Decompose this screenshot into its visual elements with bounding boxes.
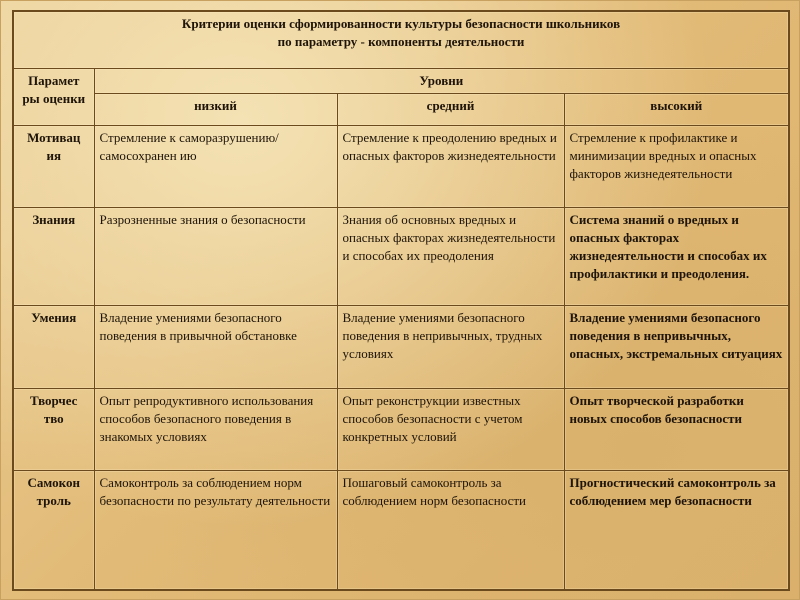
row-param: Творчес тво: [13, 388, 94, 470]
title-line-1: Критерии оценки сформированности культуры безопасности школьников: [181, 16, 621, 31]
cell-mid: Пошаговый самоконтроль за соблюдением норм безопасности: [337, 470, 564, 590]
cell-high: Опыт творческой разработки новых способов безопасности: [564, 388, 789, 470]
cell-high: Прогностический самоконтроль за соблюдением мер безопасности: [564, 470, 789, 590]
cell-high: Система знаний о вредных и опасных факторах жизнедеятельности и способах их профилактики и преодоления.: [564, 207, 789, 305]
cell-low: Разрозненные знания о безопасности: [94, 207, 337, 305]
row-param: Умения: [13, 305, 94, 388]
title-row: [13, 11, 789, 68]
cell-mid: Опыт реконструкции известных способов безопасности с учетом конкретных условий: [337, 388, 564, 470]
cell-low: Опыт репродуктивного использования способов безопасного поведения в знакомых условиях: [94, 388, 337, 470]
levels-header-row: [13, 68, 789, 93]
level-low-header: низкий: [94, 93, 337, 125]
row-param: Знания: [13, 207, 94, 305]
criteria-table: [12, 10, 790, 591]
table-row: [13, 125, 789, 207]
table-row: [13, 207, 789, 305]
table-row: [13, 470, 789, 590]
cell-low: Владение умениями безопасного поведения в привычной обстановке: [94, 305, 337, 388]
table-title: [13, 11, 789, 68]
title-line-2: по параметру - компоненты деятельности: [277, 34, 525, 49]
table-row: [13, 388, 789, 470]
level-high-header: высокий: [564, 93, 789, 125]
cell-mid: Владение умениями безопасного поведения в непривычных, трудных условиях: [337, 305, 564, 388]
level-mid-header: средний: [337, 93, 564, 125]
params-header: Парамет ры оценки: [13, 68, 94, 125]
row-param: Самокон троль: [13, 470, 94, 590]
row-param: Мотивац ия: [13, 125, 94, 207]
cell-high: Владение умениями безопасного поведения в непривычных, опасных, экстремальных ситуациях: [564, 305, 789, 388]
cell-mid: Знания об основных вредных и опасных факторах жизнедеятельности и способах их преодоления: [337, 207, 564, 305]
cell-high: Стремление к профилактике и минимизации вредных и опасных факторов жизнедеятельности: [564, 125, 789, 207]
levels-header: Уровни: [94, 68, 789, 93]
cell-mid: Стремление к преодолению вредных и опасных факторов жизнедеятельности: [337, 125, 564, 207]
cell-low: Стремление к саморазрушению/самосохранен ию: [94, 125, 337, 207]
level-names-row: [13, 93, 789, 125]
cell-low: Самоконтроль за соблюдением норм безопасности по результату деятельности: [94, 470, 337, 590]
table-row: [13, 305, 789, 388]
